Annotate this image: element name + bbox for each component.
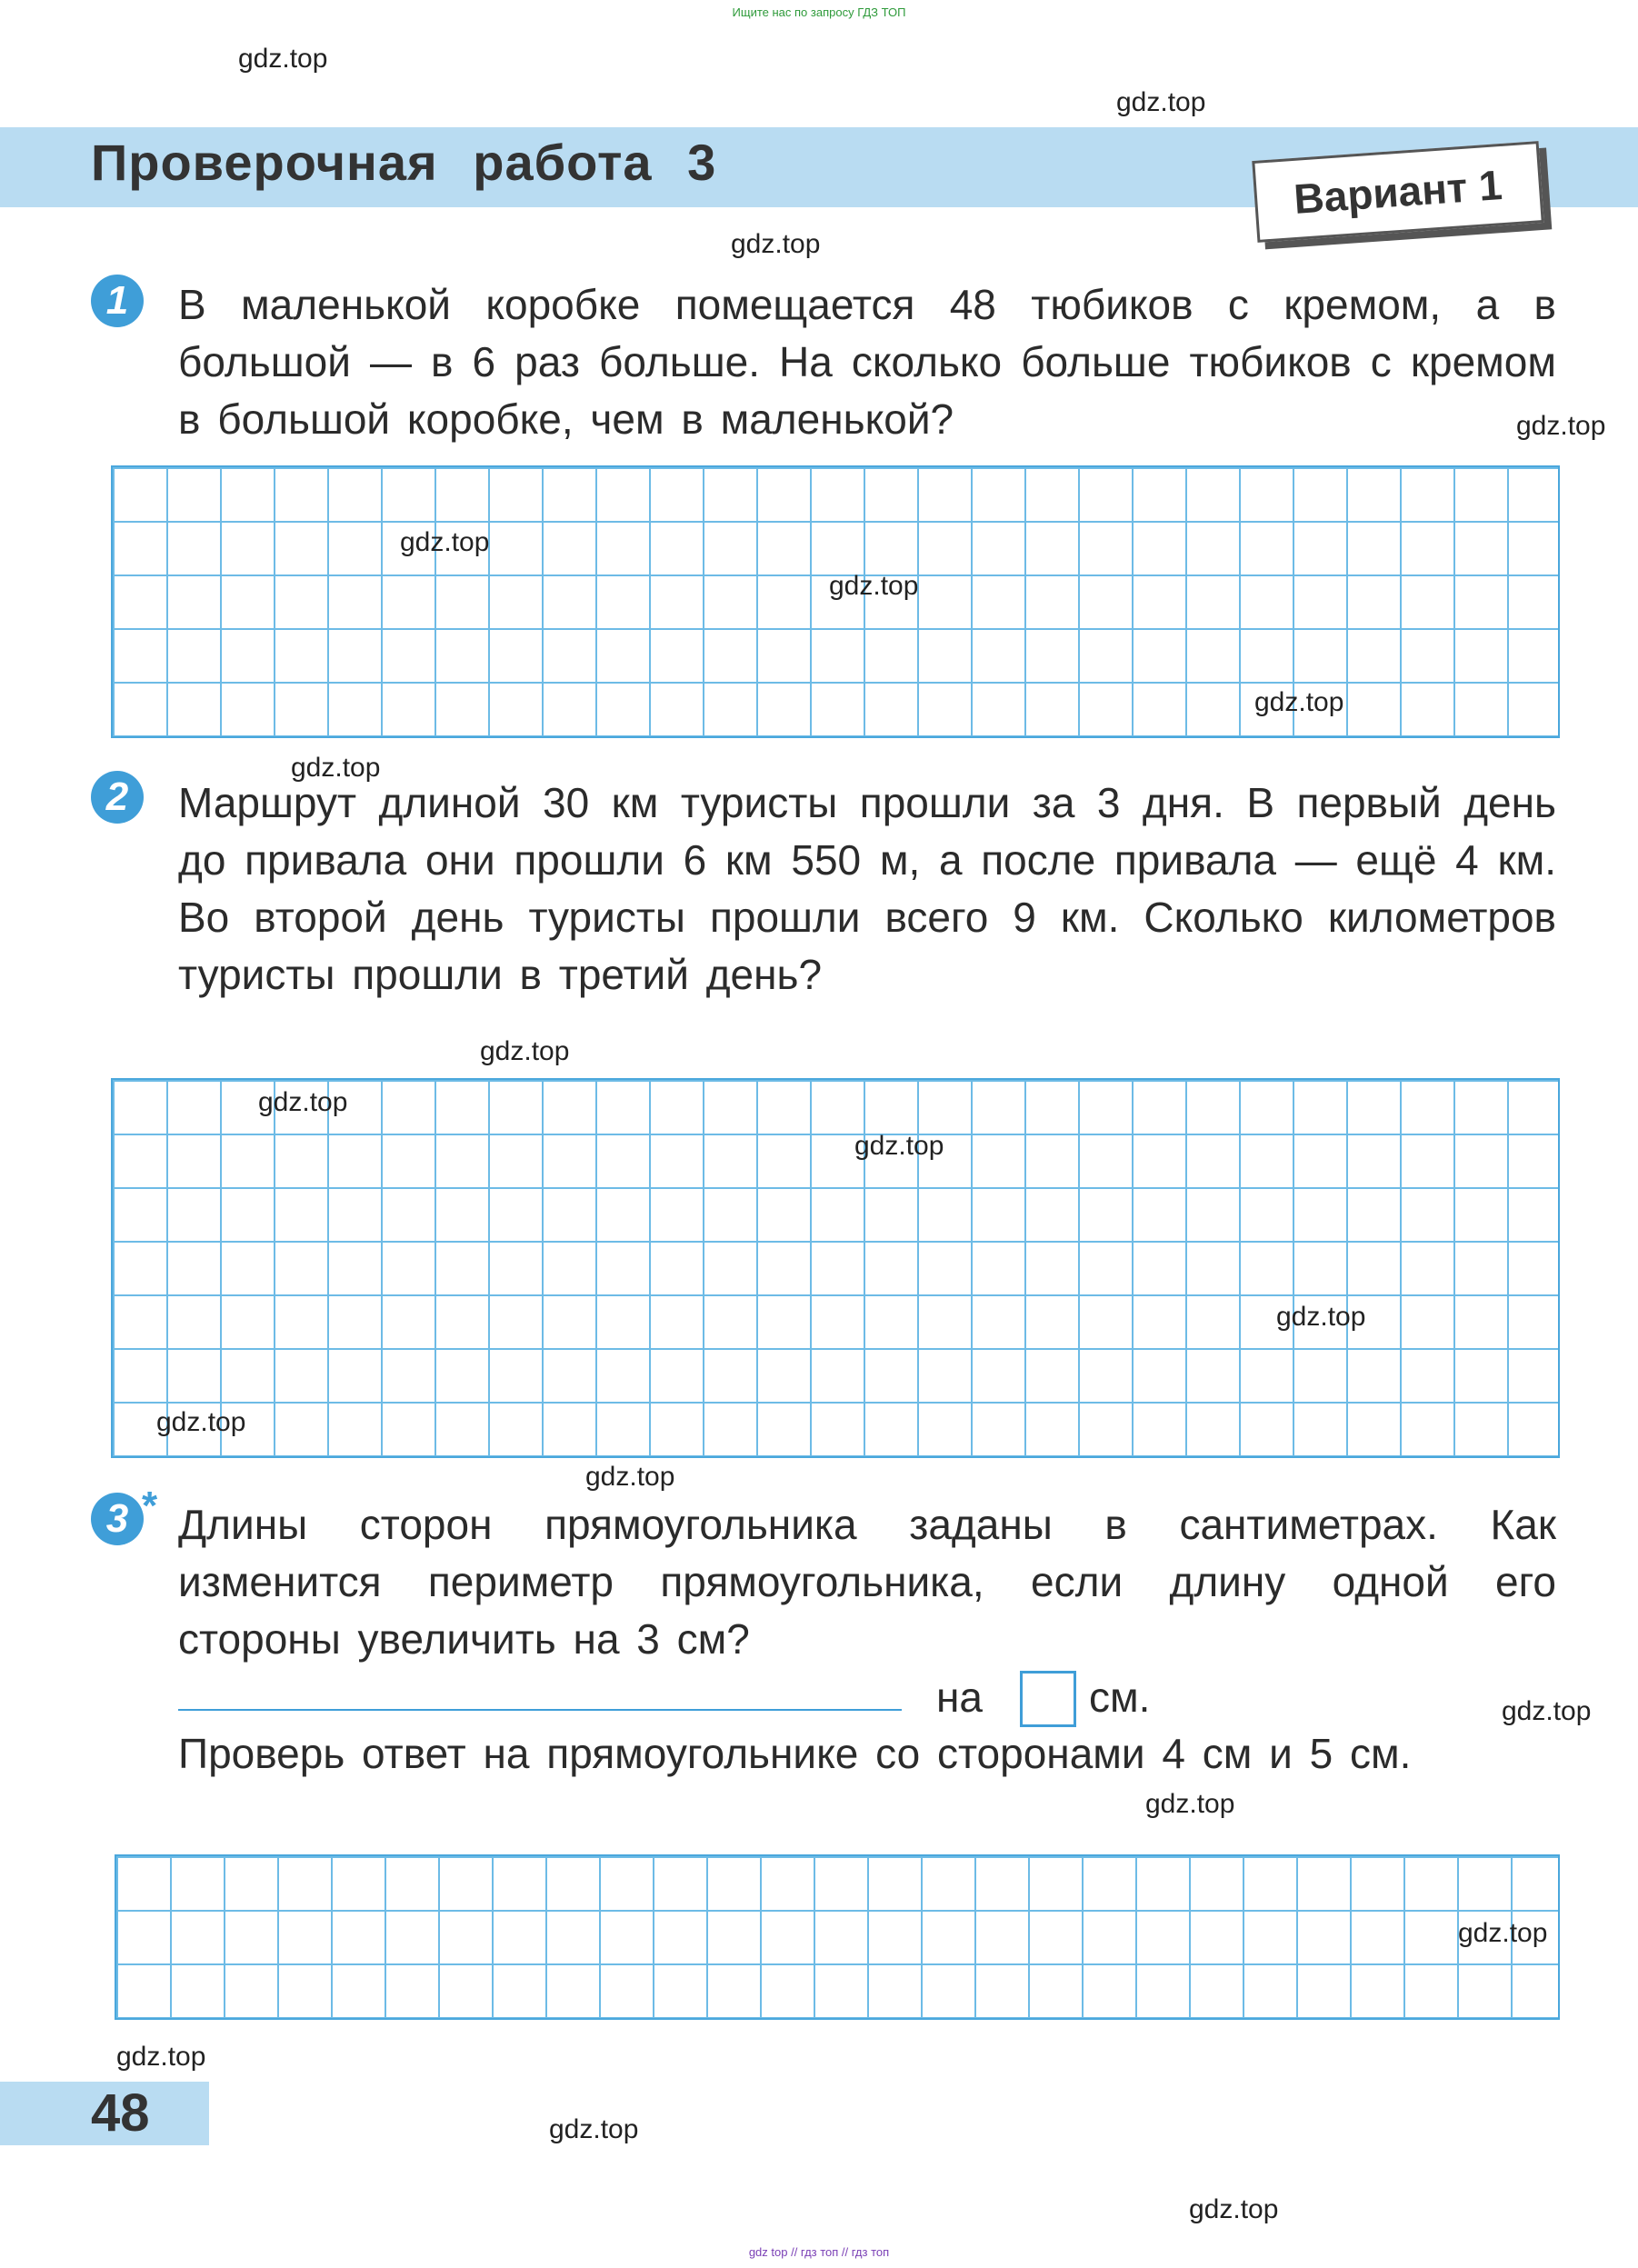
task-3-answer-grid[interactable] (115, 1854, 1560, 2020)
task-1-number: 1 (91, 275, 144, 327)
watermark: gdz.top (238, 44, 328, 74)
task-3-answer-on: на (936, 1674, 983, 1721)
watermark: gdz.top (116, 2042, 206, 2072)
bottom-note: gdz top // гдз топ // гдз топ (748, 2245, 890, 2259)
task-3-answer-unit: см. (1089, 1674, 1151, 1721)
watermark: gdz.top (549, 2114, 639, 2144)
watermark: gdz.top (1502, 1696, 1592, 1726)
top-note: Ищите нас по запросу ГДЗ ТОП (732, 5, 906, 19)
watermark: gdz.top (1516, 411, 1606, 441)
watermark: gdz.top (156, 1407, 246, 1437)
task-3-text: Длины сторон прямоугольника заданы в сантиметрах. Как изменится периметр прямоугольника, если длину одной его стороны увеличить на 3 см? (178, 1501, 1556, 1663)
watermark: gdz.top (585, 1462, 675, 1492)
page-title: Проверочная работа 3 (91, 134, 717, 191)
task-3-star: * (142, 1484, 158, 1528)
watermark: gdz.top (731, 229, 821, 259)
watermark: gdz.top (1458, 1918, 1548, 1948)
watermark: gdz.top (480, 1036, 570, 1066)
task-2-text: Маршрут длиной 30 км туристы прошли за 3 дня. В первый день до привала они прошли 6 км 550 м, а после привала — ещё 4 км. Во второй день туристы прошли всего 9 км. Сколько километров туристы прошли в третий день? (178, 779, 1556, 998)
watermark: gdz.top (400, 527, 490, 557)
task-3-number: 3 (91, 1493, 144, 1545)
watermark: gdz.top (1254, 687, 1344, 717)
watermark: gdz.top (258, 1087, 348, 1117)
watermark: gdz.top (1276, 1302, 1366, 1332)
task-2-answer-grid[interactable] (111, 1078, 1560, 1458)
watermark: gdz.top (291, 753, 381, 783)
task-3-answer-line[interactable] (178, 1709, 902, 1711)
task-3-answer-box[interactable] (1020, 1671, 1076, 1727)
page-number: 48 (91, 2083, 150, 2143)
watermark: gdz.top (1145, 1789, 1235, 1819)
watermark: gdz.top (854, 1131, 944, 1161)
variant-label: Вариант 1 (1252, 141, 1544, 243)
task-1-text: В маленькой коробке помещается 48 тюбиков с кремом, а в большой — в 6 раз больше. На сколько больше тюбиков с кремом в большой коробке, чем в маленькой? (178, 281, 1556, 443)
watermark: gdz.top (829, 571, 919, 601)
task-2-number: 2 (91, 771, 144, 824)
task-3-check-text: Проверь ответ на прямоугольнике со сторонами 4 см и 5 см. (178, 1730, 1412, 1777)
watermark: gdz.top (1116, 87, 1206, 117)
watermark: gdz.top (1189, 2194, 1279, 2224)
